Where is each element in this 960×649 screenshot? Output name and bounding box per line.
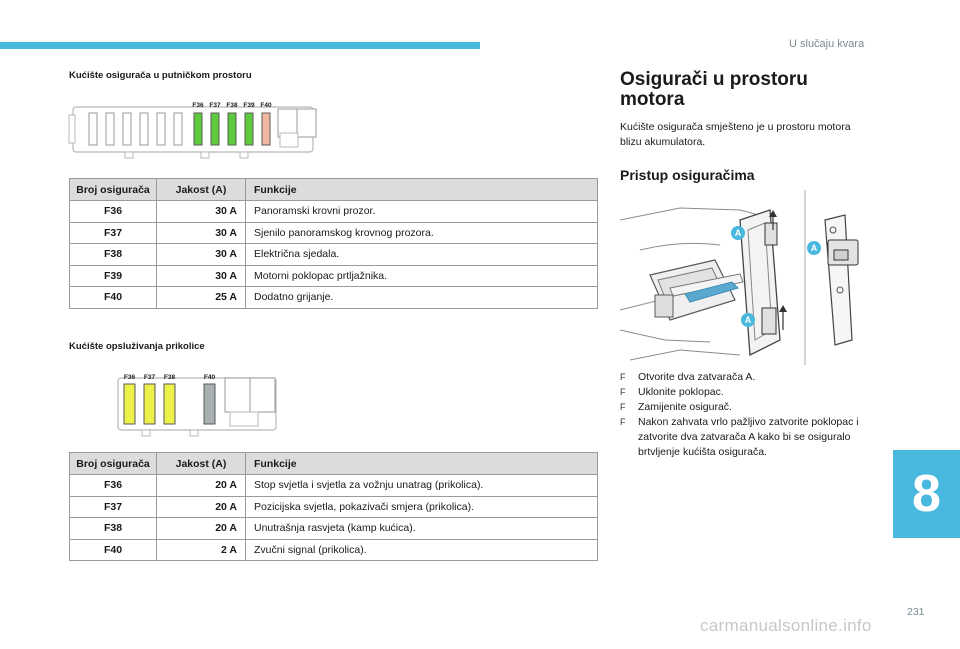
table-row: [70, 518, 598, 540]
fuse-number: F40: [70, 287, 157, 309]
fuse-function: Zvučni signal (prikolica).: [246, 539, 598, 561]
step-marker: F: [620, 417, 626, 427]
cabin-fusebox-diagram: [65, 97, 325, 163]
step-text: Nakon zahvata vrlo pažljivo zatvorite poklopac i zatvorite dva zatvarača A kako bi se osiguralo brtvljenje kućišta osigurača.: [638, 416, 859, 458]
step-text: Uklonite poklopac.: [638, 386, 724, 398]
fuse-function: Panoramski krovni prozor.: [246, 201, 598, 223]
callout-a-right-label: A: [810, 243, 818, 253]
table-row: [70, 475, 598, 497]
fuse-label-f38: F38: [226, 102, 238, 109]
fuse-label-f36: F36: [192, 102, 204, 109]
fuse-rating: 20 A: [157, 475, 246, 497]
list-item: [620, 400, 890, 415]
cabin-fuse-table: [69, 178, 598, 309]
column-header-fuse-number: Broj osigurača: [70, 179, 157, 201]
trailer-fusebox-heading: Kućište opsluživanja prikolice: [69, 341, 205, 352]
access-fuses-title: Pristup osiguračima: [620, 167, 755, 183]
fuse-rating: 25 A: [157, 287, 246, 309]
fuse-f36: [124, 384, 135, 424]
fuse-f40: [262, 113, 270, 145]
fuse-rating: 20 A: [157, 496, 246, 518]
fuse-number: F36: [70, 475, 157, 497]
table-row: [70, 496, 598, 518]
callout-a-upper-label: A: [734, 228, 742, 238]
trailer-fusebox-diagram: [112, 370, 282, 442]
fuse-rating: 30 A: [157, 222, 246, 244]
watermark: carmanualsonline.info: [700, 616, 872, 635]
fuse-function: Motorni poklopac prtljažnika.: [246, 265, 598, 287]
fuse-label-f40: F40: [203, 374, 216, 381]
table-row: [70, 244, 598, 266]
fuse-function: Pozicijska svjetla, pokazivači smjera (prikolica).: [246, 496, 598, 518]
cabin-fusebox-heading: Kućište osigurača u putničkom prostoru: [69, 70, 252, 81]
fuse-function: Unutrašnja rasvjeta (kamp kućica).: [246, 518, 598, 540]
fuse-label-f39: F39: [243, 102, 255, 109]
page-number: 231: [907, 606, 925, 618]
fuse-f38: [228, 113, 236, 145]
fuse-function: Dodatno grijanje.: [246, 287, 598, 309]
table-row: [70, 201, 598, 223]
section-title: U slučaju kvara: [789, 38, 865, 50]
fuse-function: Sjenilo panoramskog krovnog prozora.: [246, 222, 598, 244]
fuse-number: F38: [70, 244, 157, 266]
fuse-f40: [204, 384, 215, 424]
trailer-fuse-table: [69, 452, 598, 561]
fuse-label-f40: F40: [260, 102, 272, 109]
chapter-tab: 8: [893, 450, 960, 538]
fuse-f37: [144, 384, 155, 424]
header-accent-bar: [0, 42, 480, 49]
fuse-f37: [211, 113, 219, 145]
column-header-rating: Jakost (A): [157, 453, 246, 475]
table-row: [70, 265, 598, 287]
table-row: [70, 287, 598, 309]
step-text: Zamijenite osigurač.: [638, 401, 732, 413]
step-text: Otvorite dva zatvarača A.: [638, 371, 756, 383]
engine-fusebox-illustration: [620, 190, 865, 365]
table-header-row: [70, 453, 598, 475]
fuse-label-f36: F36: [123, 374, 136, 381]
table-row: [70, 539, 598, 561]
fuse-f39: [245, 113, 253, 145]
fuse-number: F36: [70, 201, 157, 223]
fuse-replacement-steps: [620, 370, 890, 460]
column-header-fuse-number: Broj osigurača: [70, 453, 157, 475]
step-marker: F: [620, 372, 626, 382]
list-item: [620, 385, 890, 400]
step-marker: F: [620, 387, 626, 397]
fuse-number: F38: [70, 518, 157, 540]
fuse-f36: [194, 113, 202, 145]
engine-fuses-intro: Kućište osigurača smješteno je u prostoru motora blizu akumulatora.: [620, 121, 851, 148]
fuse-rating: 30 A: [157, 265, 246, 287]
fuse-label-f37: F37: [209, 102, 221, 109]
fuse-f38: [164, 384, 175, 424]
table-row: [70, 222, 598, 244]
fuse-rating: 30 A: [157, 244, 246, 266]
column-header-functions: Funkcije: [246, 179, 598, 201]
table-header-row: [70, 179, 598, 201]
list-item: [620, 415, 890, 460]
fuse-function: Stop svjetla i svjetla za vožnju unatrag (prikolica).: [246, 475, 598, 497]
fuse-number: F37: [70, 496, 157, 518]
fuse-number: F37: [70, 222, 157, 244]
column-header-functions: Funkcije: [246, 453, 598, 475]
list-item: [620, 370, 890, 385]
fuse-rating: 20 A: [157, 518, 246, 540]
fuse-rating: 2 A: [157, 539, 246, 561]
fuse-label-f37: F37: [143, 374, 156, 381]
fuse-number: F39: [70, 265, 157, 287]
column-header-rating: Jakost (A): [157, 179, 246, 201]
step-marker: F: [620, 402, 626, 412]
fuse-function: Električna sjedala.: [246, 244, 598, 266]
fuse-number: F40: [70, 539, 157, 561]
callout-a-lower-label: A: [744, 315, 752, 325]
fuse-label-f38: F38: [163, 374, 176, 381]
engine-fuses-title: Osigurači u prostoru motora: [620, 69, 808, 110]
fuse-rating: 30 A: [157, 201, 246, 223]
